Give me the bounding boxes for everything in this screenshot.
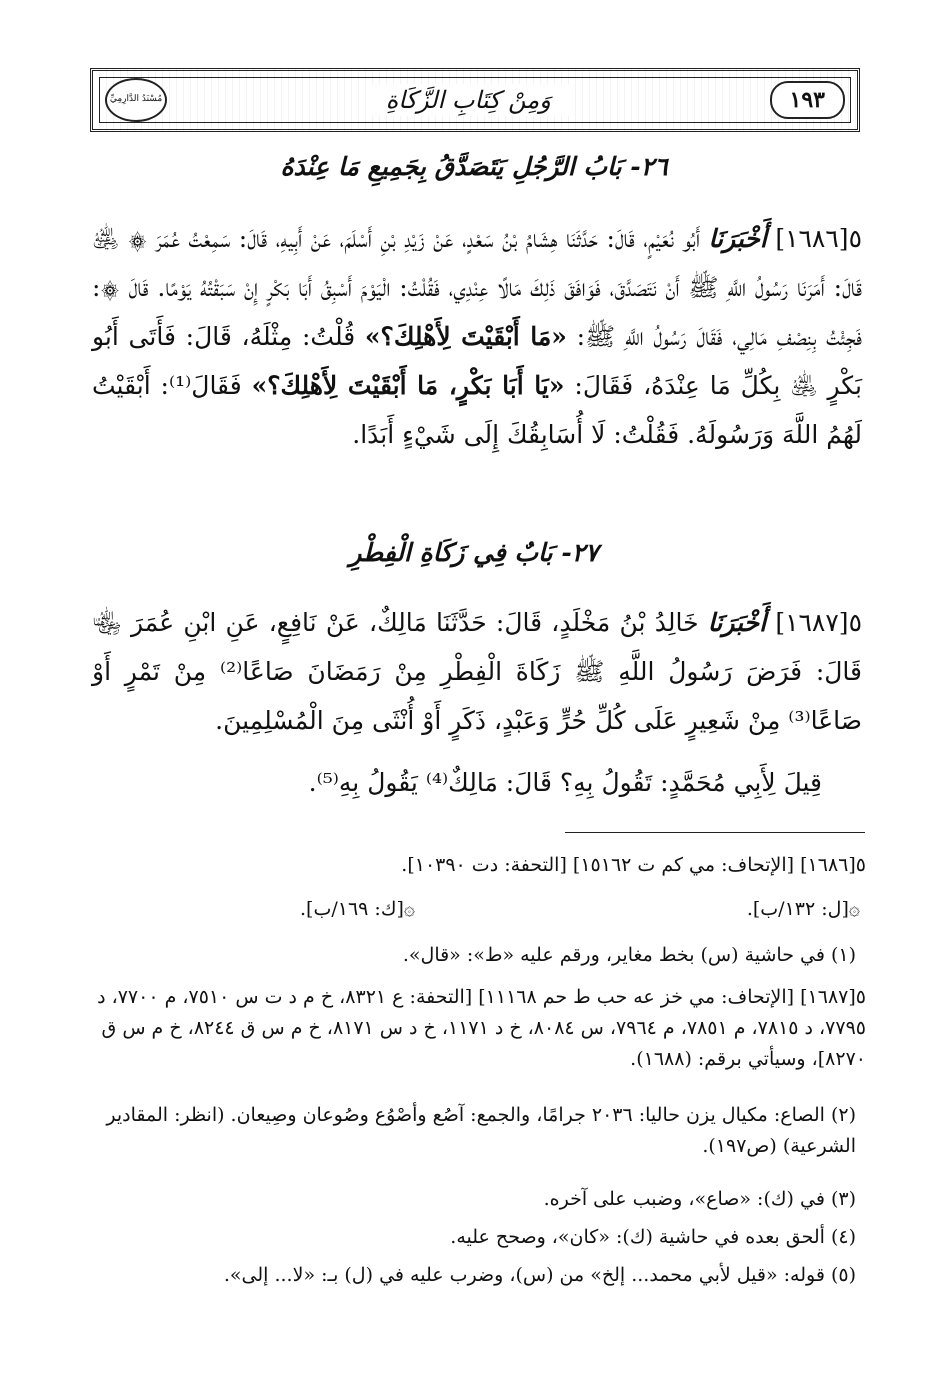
running-title: وَمِنْ كِتَابِ الزَّكَاةِ xyxy=(368,84,569,116)
footnote-1: (١) في حاشية (س) بخط مغاير، ورقم عليه «ط»: «قال». xyxy=(402,944,856,966)
hadith-1687 xyxy=(92,598,862,745)
footnote-sources-1687: ٥[١٦٨٧] [الإتحاف: مي خز عه حب ط حم ١١١٦٨] [التحفة: ع ٨٣٢١، خ م د ت س ٧٥١٠، م ٧٧٠٠، د ٧٧٩٥، د ٧٨١٥، م ٧٨٥١، م ٧٩٦٤، س ٨٠٨٤، خ د ١١٧١، خ د س ٨١٧١، خ م س ق ٨٢٤٤، خ م س ق ٨٢٧٠]، وسيأتي برقم: (١٦٨٨). xyxy=(97,986,866,1070)
running-header xyxy=(90,68,860,132)
footnote-sources-1686: ٥[١٦٨٦] [الإتحاف: مي كم ت ١٥١٦٢] [التحفة: دت ١٠٣٩٠]. xyxy=(401,854,866,876)
hadith-text: أَبُو نُعَيْمٍ، قَالَ: حَدَّثَنَا هِشَامُ بْنُ سَعْدٍ، عَنْ زَيْدِ بْنِ أَسْلَمَ، عَنْ أَبِيهِ، قَالَ: سَمِعْتُ عُمَرَ ۞ ﵁ قَالَ: أَمَرَنَا رَسُولُ اللَّهِ ﷺ أَنْ نَتَصَدَّقَ، فَوَافَقَ ذَلِكَ مَالًا عِنْدِي، فَقُلْتُ: الْيَوْمَ أَسْبِقُ أَبَا بَكْرٍ إِنْ سَبَقْتُهُ يَوْمًا. قَالَ ۞: فَجِئْتُ بِنِصْفِ مَالِي، فَقَالَ رَسُولُ اللَّهِ ﷺ: xyxy=(92,224,862,351)
chapter-heading-27: ٢٧- بَابٌ فِي زَكَاةِ الْفِطْرِ xyxy=(349,538,599,567)
hadith-1686 xyxy=(92,214,862,459)
hadith-number: ٥[١٦٨٦] xyxy=(775,224,862,253)
footnote-4: (٤) ألحق بعده في حاشية (ك): «كان»، وصحح عليه. xyxy=(450,1226,856,1248)
manuscript-refs xyxy=(300,898,860,920)
book-seal-icon xyxy=(105,78,167,122)
seal-text: مُسْنَدُ الدَّارِمِيِّ xyxy=(109,94,163,105)
hadith-text: قُلْتُ: مِثْلَهُ، قَالَ: فَأَتَى أَبُو بَكْرٍ ﵁ بِكُلِّ مَا عِنْدَهُ، فَقَالَ: xyxy=(92,322,863,400)
manuscript-ref: ۞[ل: ١٣٢/ب]. xyxy=(746,898,860,920)
chapter-heading-26: ٢٦- بَابُ الرَّجُلِ يَتَصَدَّقُ بِجَمِيعِ مَا عِنْدَهُ xyxy=(280,152,668,181)
footnote-2: (٢) الصاع: مكيال يزن حاليا: ٢٠٣٦ جرامًا، والجمع: آصُع وأصْوُع وصُوعان وصِيعان. (انظر: المقادير الشرعية) (ص١٩٧). xyxy=(106,1104,856,1157)
footnote-divider xyxy=(565,832,865,833)
narrator-formula: أَخْبَرَنَا xyxy=(708,224,767,253)
narrator-formula: أَخْبَرَنَا xyxy=(707,608,767,637)
hadith-number: ٥[١٦٨٧] xyxy=(775,608,862,637)
manuscript-ref: ۞[ك: ١٦٩/ب]. xyxy=(300,898,416,920)
prophetic-quote: «مَا أَبْقَيْتَ لِأَهْلِكَ؟» xyxy=(364,322,567,351)
author-note: قِيلَ لِأَبِي مُحَمَّدٍ: تَقُولُ بِهِ؟ قَالَ: مَالِكٌ⁽⁴⁾ يَقُولُ بِهِ⁽⁵⁾. xyxy=(308,768,822,797)
hadith-text: فَقَالَ⁽¹⁾: أَبْقَيْتُ لَهُمُ اللَّهَ وَرَسُولَهُ. فَقُلْتُ: لَا أُسَابِقُكَ إِلَى شَيْءٍ أَبَدًا. xyxy=(92,371,862,449)
prophetic-quote: «يَا أَبَا بَكْرٍ، مَا أَبْقَيْتَ لِأَهْلِكَ؟» xyxy=(251,371,565,400)
hadith-text: خَالِدُ بْنُ مَخْلَدٍ، قَالَ: حَدَّثَنَا مَالِكٌ، عَنْ نَافِعٍ، عَنِ ابْنِ عُمَرَ ﵄ قَالَ: فَرَضَ رَسُولُ اللَّهِ ﷺ زَكَاةَ الْفِطْرِ مِنْ رَمَضَانَ صَاعًا⁽²⁾ مِنْ تَمْرٍ أَوْ صَاعًا⁽³⁾ مِنْ شَعِيرٍ عَلَى كُلِّ حُرٍّ وَعَبْدٍ، ذَكَرٍ أَوْ أُنْثَى مِنَ الْمُسْلِمِينَ. xyxy=(92,608,862,735)
footnote-3: (٣) في (ك): «صاع»، وضبب على آخره. xyxy=(543,1188,856,1210)
page-number: ١٩٣ xyxy=(770,81,845,119)
footnote-5: (٥) قوله: «قيل لأبي محمد... إلخ» من (س)، وضرب عليه في (ل) بـ: «لا... إلى». xyxy=(223,1264,856,1286)
